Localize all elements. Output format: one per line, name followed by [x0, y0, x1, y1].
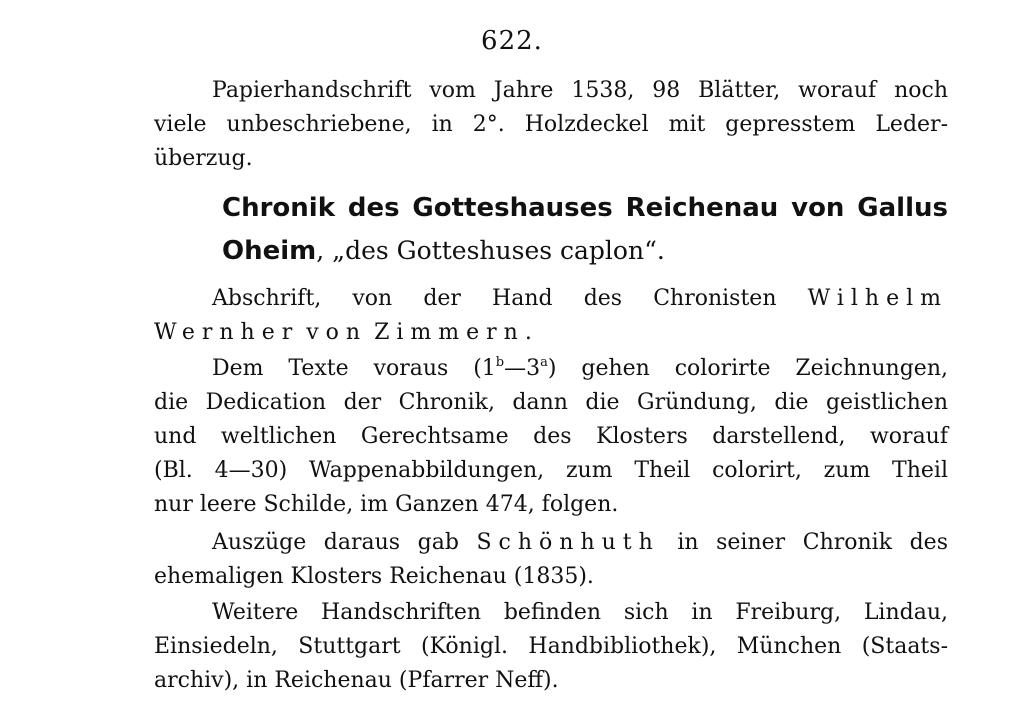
spaced-name: Wernher — [154, 320, 300, 345]
text-segment: —3 — [504, 356, 541, 381]
paragraph-excerpts — [154, 526, 948, 594]
heading-author-name: Oheim — [222, 236, 317, 266]
superscript: b — [495, 355, 505, 370]
text-line: und weltlichen Gerechtsame des Klosters darstellend, worauf — [154, 424, 948, 449]
superscript: a — [540, 355, 548, 370]
text-line — [154, 352, 948, 386]
text-line — [154, 596, 948, 630]
text-line: ehemaligen Klosters Reichenau (1835). — [154, 564, 594, 589]
text-segment: in seiner Chronik des — [677, 530, 948, 555]
text-segment: Weitere Handschriften befinden sich in Freiburg, Lindau, — [212, 600, 948, 625]
heading-subtitle: , „des Gotteshuses caplon“. — [316, 236, 665, 265]
paragraph-copy-note — [154, 282, 948, 350]
text-line — [154, 282, 948, 316]
text-line — [154, 316, 948, 350]
spaced-name: von — [306, 320, 368, 345]
section-heading — [222, 186, 948, 230]
spaced-name: Wilhelm — [807, 286, 948, 311]
text-segment: Auszüge daraus gab — [212, 530, 459, 555]
page-number: 622. — [481, 26, 543, 56]
section-heading-continued — [222, 231, 665, 271]
text-line: (Bl. 4—30) Wappenabbildungen, zum Theil colorirt, zum Theil — [154, 458, 948, 483]
text-line: überzug. — [154, 146, 253, 171]
text-line: Einsiedeln, Stuttgart (Königl. Handbibliothek), München (Staats- — [154, 634, 948, 659]
text-segment: Dem Texte voraus (1 — [212, 356, 496, 381]
spaced-name: Zimmern — [374, 320, 525, 345]
text-line: viele unbeschriebene, in 2°. Holzdeckel mit gepresstem Leder- — [154, 112, 948, 137]
text-line — [154, 526, 948, 560]
text-segment: Abschrift, von der Hand des Chronisten — [212, 286, 777, 311]
paragraph-contents — [154, 352, 948, 522]
text-line: die Dedication der Chronik, dann die Gründung, die geistlichen — [154, 390, 948, 415]
spaced-name: Schönhuth — [476, 530, 660, 555]
text-line: archiv), in Reichenau (Pfarrer Neff). — [154, 668, 559, 693]
text-line — [154, 74, 948, 108]
text-line: nur leere Schilde, im Ganzen 474, folgen. — [154, 492, 619, 517]
paragraph-manuscript-description — [154, 74, 948, 176]
text-segment: Papierhandschrift vom Jahre 1538, 98 Blätter, worauf noch — [212, 78, 948, 103]
text-segment: ) gehen colorirte Zeichnungen, — [547, 356, 948, 381]
heading-line: Chronik des Gotteshauses Reichenau von Gallus — [222, 193, 948, 223]
text-segment: . — [524, 320, 532, 345]
paragraph-other-manuscripts — [154, 596, 948, 698]
